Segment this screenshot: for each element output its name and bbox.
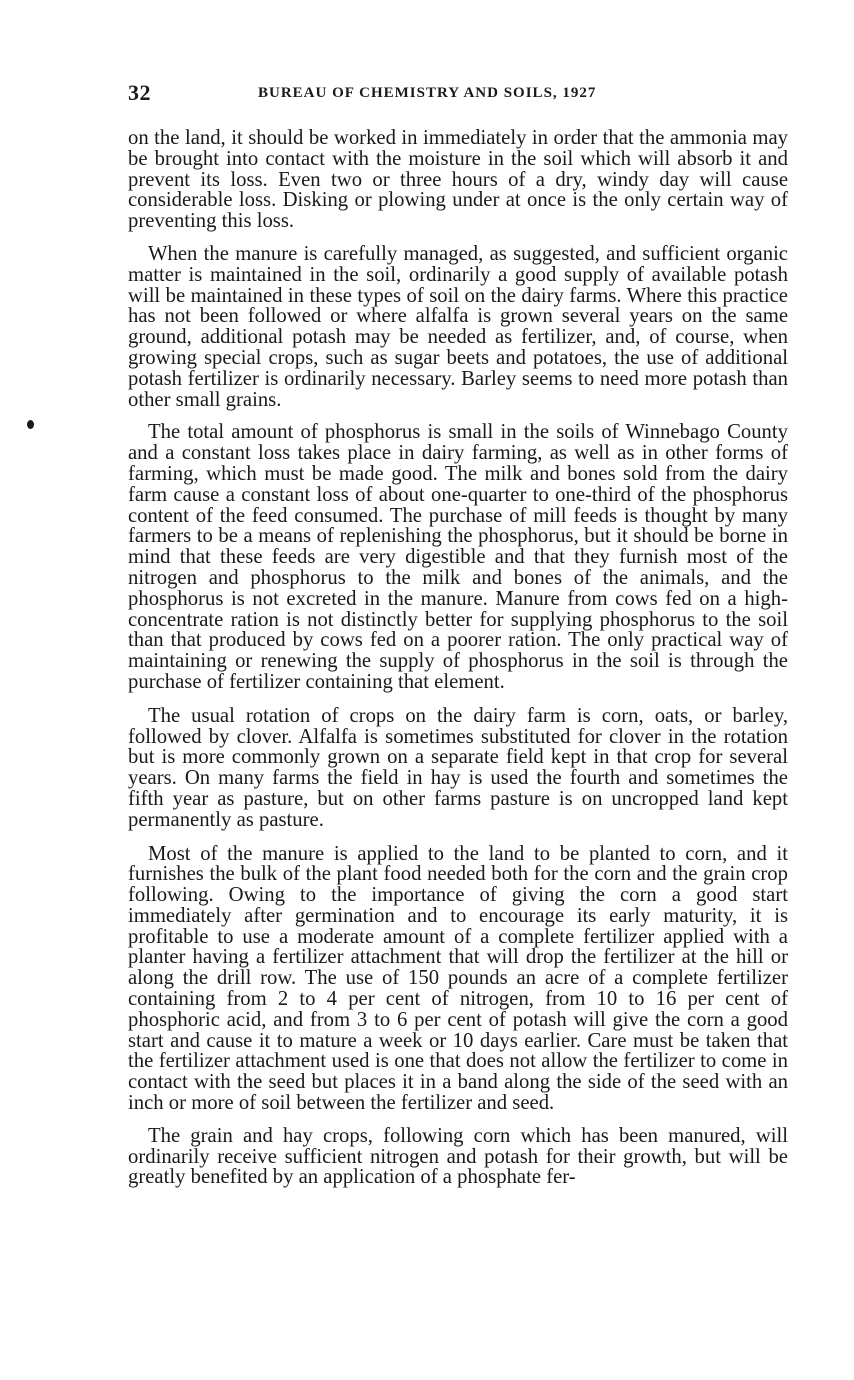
page-number: 32	[128, 80, 151, 105]
paragraph-manure-ammonia: on the land, it should be worked in immediately in order that the ammonia may be brought into contact with the moisture in the soil which will absorb it and prevent its loss. Even two or three hours of a dry, windy day will cause considerable loss. Disking or plowing under at once is the only certain way of preventing this loss.	[128, 127, 788, 233]
page-header	[128, 80, 788, 110]
body-text	[128, 128, 788, 1188]
paragraph-potash: When the manure is carefully managed, as suggested, and sufficient organic matter is maintained in the soil, ordinarily a good supply of available potash will be maintained in these types of soil on the dairy farms. Where this practice has not been followed or where alfalfa is grown several years on the same ground, additional potash may be needed as fertilizer, and, of course, when growing special crops, such as sugar beets and potatoes, the use of additional potash fertilizer is ordinarily necessary. Barley seems to need more potash than other small grains.	[128, 242, 788, 411]
paragraph-phosphorus: The total amount of phosphorus is small in the soils of Winnebago County and a constant loss takes place in dairy farming, as well as in other forms of farming, which must be made good. The milk and bones sold from the dairy farm cause a constant loss of about one-quarter to one-third of the phosphorus content of the feed consumed. The purchase of mill feeds is thought by many farmers to be a means of replenishing the phosphorus, but it should be borne in mind that these feeds are very digestible and that they furnish most of the nitrogen and phosphorus to the milk and bones of the animals, and the phosphorus is not excreted in the manure. Manure from cows fed on a high-concentrate ration is not distinctly better for supplying phosphorus to the soil than that produced by cows fed on a poorer ration. The only practical way of maintaining or renewing the supply of phosphorus in the soil is through the purchase of fertilizer containing that element.	[128, 421, 788, 693]
running-head: BUREAU OF CHEMISTRY AND SOILS, 1927	[258, 85, 597, 101]
paragraph-grain-hay: The grain and hay crops, following corn which has been manured, will ordinarily receive sufficient nitrogen and potash for their growth, but will be greatly benefited by an application of a phosphate fer-	[128, 1124, 788, 1189]
paragraph-corn-fertilizer: Most of the manure is applied to the land to be planted to corn, and it furnishes the bulk of the plant food needed both for the corn and the grain crop following. Owing to the importance of giving the corn a good start immediately after germination and to encourage its early maturity, it is profitable to use a moderate amount of a complete fertilizer applied with a planter having a fertilizer attachment that will drop the fertilizer at the hill or along the drill row. The use of 150 pounds an acre of a complete fertilizer containing from 2 to 4 per cent of nitrogen, from 10 to 16 per cent of phosphoric acid, and from 3 to 6 per cent of potash will give the corn a good start and cause it to mature a week or 10 days earlier. Care must be taken that the fertilizer attachment used is one that does not allow the fertilizer to come in contact with the seed but places it in a band along the side of the seed with an inch or more of soil between the fertilizer and seed.	[128, 842, 788, 1115]
margin-ink-dot	[27, 420, 34, 429]
paragraph-crop-rotation: The usual rotation of crops on the dairy farm is corn, oats, or barley, followed by clover. Alfalfa is sometimes substituted for clover in the rotation but is more commonly grown on a separate field kept in that crop for several years. On many farms the field in hay is used the fourth and sometimes the fifth year as pasture, but on other farms pasture is on uncropped land kept permanently as pasture.	[128, 704, 788, 831]
